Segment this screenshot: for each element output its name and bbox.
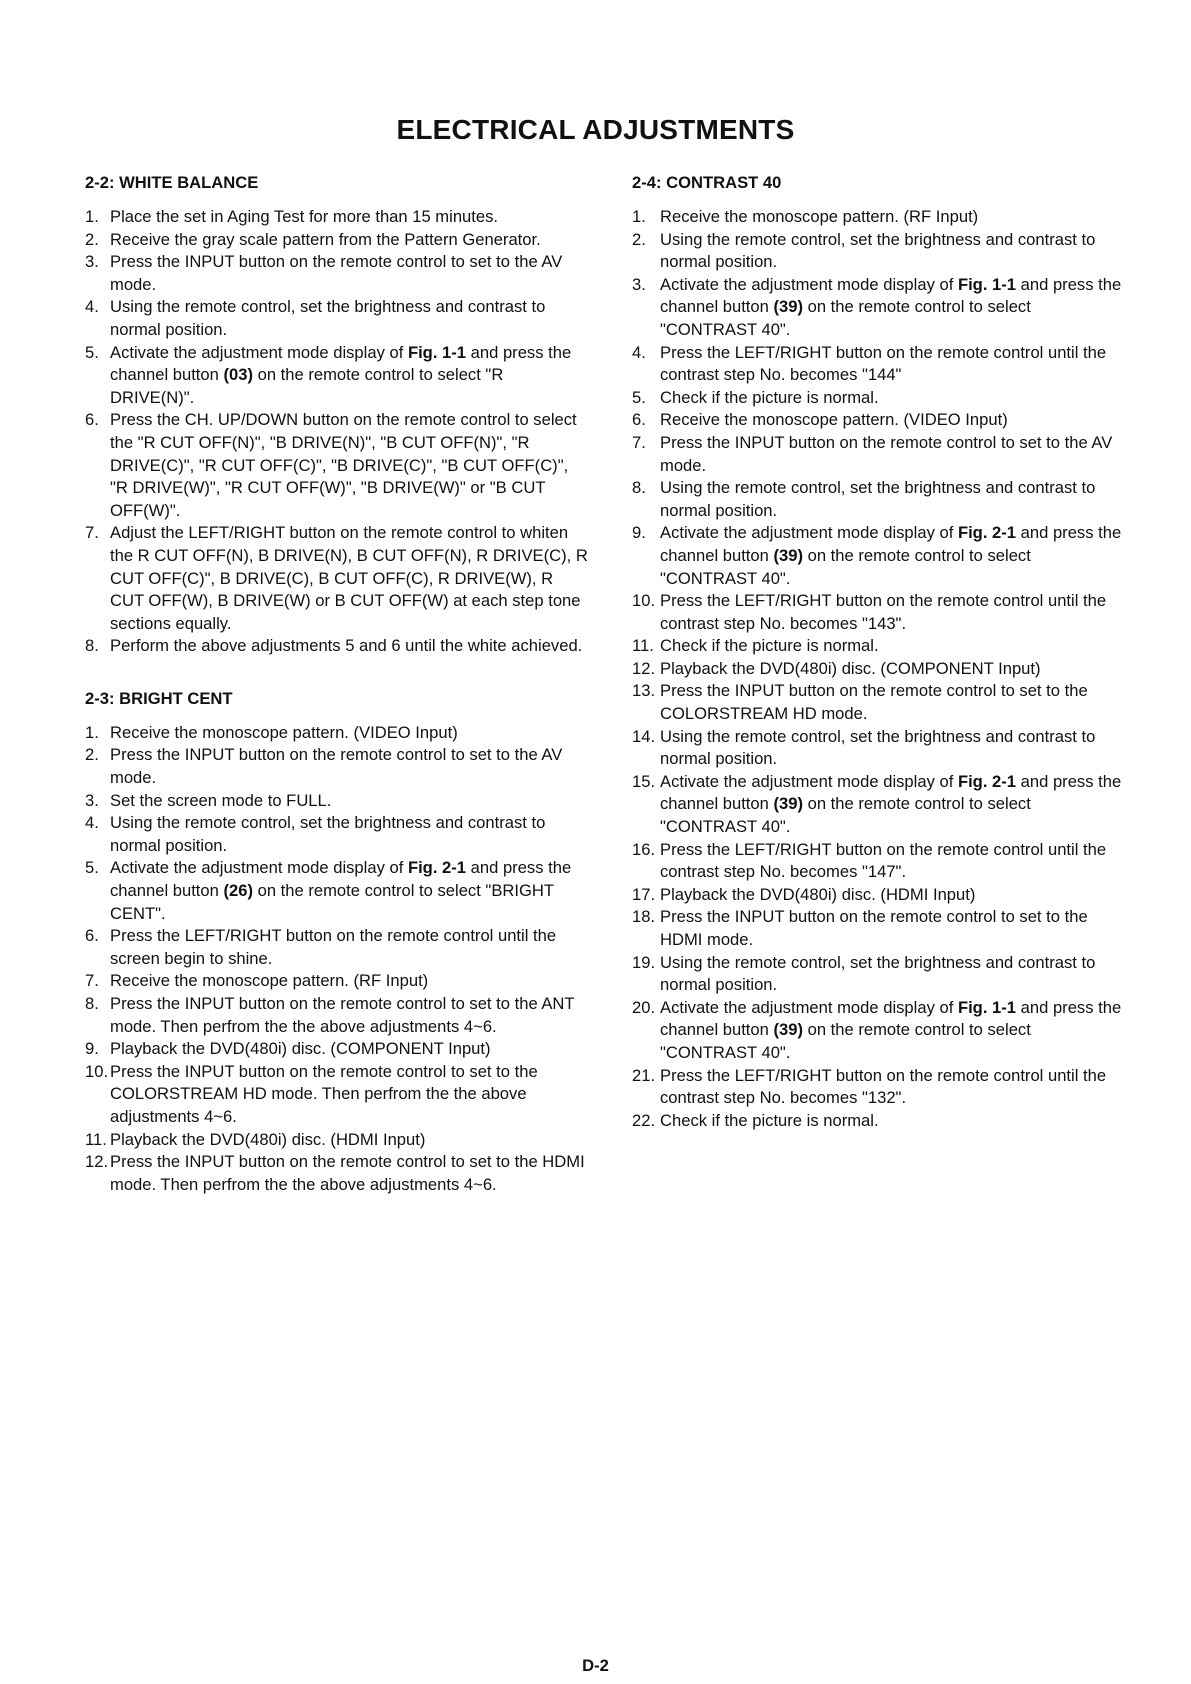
step-number: 4. bbox=[85, 297, 99, 317]
step-text-fragment: Press the LEFT/RIGHT button on the remote control until the contrast step No. becomes "144" bbox=[660, 342, 1107, 385]
figure-reference: Fig. 2-1 bbox=[957, 771, 1017, 791]
list-item bbox=[632, 477, 1132, 522]
step-text-fragment: and press the channel button bbox=[110, 342, 572, 385]
list-item bbox=[632, 839, 1132, 884]
step-text-fragment: Press the INPUT button on the remote control to set to the COLORSTREAM HD mode. Then perfrom the the above adjustments 4~6. bbox=[110, 1061, 538, 1126]
channel-button-code: (26) bbox=[223, 881, 253, 901]
step-text-fragment: Adjust the LEFT/RIGHT button on the remote control to whiten the R CUT OFF(N), B DRIVE(N), B CUT OFF(N), R DRIVE(C), R CUT OFF(C)", B DRIVE(C), B CUT OFF(C), R DRIVE(W), R CUT OFF(W), B DRIVE(W) or B CUT OFF(W) at each step tone sections equally. bbox=[110, 523, 588, 633]
step-text bbox=[660, 229, 1132, 274]
step-number: 5. bbox=[632, 387, 646, 407]
step-text-fragment: Activate the adjustment mode display of bbox=[660, 771, 958, 791]
left-column bbox=[85, 172, 590, 1196]
step-number: 3. bbox=[85, 252, 99, 272]
step-text bbox=[660, 839, 1132, 884]
section-heading-bright-cent: 2-3: BRIGHT CENT bbox=[85, 688, 233, 708]
list-item bbox=[632, 342, 1132, 387]
step-number: 8. bbox=[632, 478, 646, 498]
step-text bbox=[660, 1065, 1132, 1110]
list-item bbox=[85, 993, 590, 1038]
step-text-fragment: and press the channel button bbox=[660, 523, 1122, 565]
right-column bbox=[632, 172, 1132, 1132]
step-text-fragment: Activate the adjustment mode display of bbox=[660, 997, 958, 1017]
step-text bbox=[660, 680, 1132, 725]
list-item bbox=[632, 680, 1132, 725]
list-item bbox=[85, 722, 590, 745]
step-text bbox=[110, 229, 590, 252]
figure-reference: Fig. 1-1 bbox=[407, 342, 467, 362]
step-text bbox=[110, 1061, 590, 1129]
step-number: 1. bbox=[85, 207, 99, 226]
list-item bbox=[85, 206, 590, 229]
step-text-fragment: Activate the adjustment mode display of bbox=[110, 858, 408, 878]
step-number: 8. bbox=[85, 636, 99, 656]
step-text bbox=[110, 857, 590, 925]
list-item bbox=[85, 342, 590, 410]
step-text-fragment: Receive the monoscope pattern. (VIDEO Input) bbox=[660, 410, 1008, 430]
step-text bbox=[660, 906, 1132, 951]
list-item bbox=[85, 1151, 590, 1196]
step-number: 12. bbox=[85, 1152, 109, 1172]
step-text-fragment: on the remote control to select "R DRIVE(N)". bbox=[110, 365, 504, 407]
list-item bbox=[632, 1110, 1132, 1133]
step-text bbox=[110, 925, 590, 970]
step-text-fragment: Press the LEFT/RIGHT button on the remote control until the screen begin to shine. bbox=[110, 926, 557, 968]
step-text-fragment: Using the remote control, set the brightness and contrast to normal position. bbox=[660, 229, 1096, 272]
step-text bbox=[660, 522, 1132, 590]
step-text bbox=[660, 387, 1132, 410]
step-text bbox=[110, 206, 590, 229]
step-text-fragment: Press the INPUT button on the remote control to set to the AV mode. bbox=[110, 252, 563, 294]
step-text bbox=[110, 993, 590, 1038]
step-number: 7. bbox=[632, 432, 646, 452]
step-text-fragment: Press the INPUT button on the remote control to set to the HDMI mode. Then perfrom the the above adjustments 4~6. bbox=[110, 1152, 585, 1194]
step-text-fragment: Using the remote control, set the brightness and contrast to normal position. bbox=[110, 297, 546, 339]
page-number: D-2 bbox=[582, 1656, 609, 1675]
step-text-fragment: Playback the DVD(480i) disc. (HDMI Input) bbox=[660, 884, 976, 904]
step-number: 1. bbox=[85, 722, 99, 742]
step-text bbox=[110, 970, 590, 993]
step-number: 6. bbox=[632, 410, 646, 430]
step-text bbox=[660, 409, 1132, 432]
step-text bbox=[660, 477, 1132, 522]
step-text-fragment: Press the INPUT button on the remote control to set to the ANT mode. Then perfrom the the above adjustments 4~6. bbox=[110, 994, 575, 1036]
step-number: 11. bbox=[85, 1129, 107, 1149]
step-text-fragment: Press the LEFT/RIGHT button on the remote control until the contrast step No. becomes "132". bbox=[660, 1065, 1107, 1108]
step-number: 11. bbox=[632, 636, 654, 656]
step-text-fragment: Using the remote control, set the brightness and contrast to normal position. bbox=[110, 813, 546, 855]
list-item bbox=[85, 1129, 590, 1152]
channel-button-code: (39) bbox=[773, 545, 803, 565]
step-text-fragment: Activate the adjustment mode display of bbox=[110, 342, 408, 362]
step-number: 17. bbox=[632, 884, 656, 904]
step-text-fragment: Place the set in Aging Test for more than 15 minutes. bbox=[110, 207, 499, 226]
step-text-fragment: Receive the monoscope pattern. (RF Input) bbox=[660, 207, 979, 226]
step-number: 7. bbox=[85, 523, 99, 543]
list-item bbox=[632, 906, 1132, 951]
step-text-fragment: Set the screen mode to FULL. bbox=[110, 790, 332, 810]
list-item bbox=[85, 522, 590, 635]
step-text bbox=[660, 432, 1132, 477]
step-text bbox=[660, 206, 1132, 229]
list-item bbox=[632, 229, 1132, 274]
step-number: 5. bbox=[85, 342, 99, 362]
list-item bbox=[85, 296, 590, 341]
step-number: 4. bbox=[632, 342, 646, 362]
step-text bbox=[110, 790, 590, 813]
white-balance-steps bbox=[85, 206, 590, 658]
step-text-fragment: Press the LEFT/RIGHT button on the remote control until the contrast step No. becomes "143". bbox=[660, 591, 1107, 633]
step-text-fragment: Press the INPUT button on the remote control to set to the COLORSTREAM HD mode. bbox=[660, 681, 1088, 724]
list-item bbox=[632, 206, 1132, 229]
list-item bbox=[632, 771, 1132, 839]
list-item bbox=[632, 997, 1132, 1065]
step-text-fragment: Check if the picture is normal. bbox=[660, 1110, 879, 1130]
step-text-fragment: Using the remote control, set the brightness and contrast to normal position. bbox=[660, 478, 1096, 520]
step-text-fragment: Press the LEFT/RIGHT button on the remote control until the contrast step No. becomes "147". bbox=[660, 839, 1107, 882]
step-text-fragment: Playback the DVD(480i) disc. (COMPONENT Input) bbox=[110, 1039, 491, 1059]
step-text-fragment: on the remote control to select "BRIGHT CENT". bbox=[110, 881, 554, 923]
step-number: 13. bbox=[632, 681, 656, 701]
list-item bbox=[632, 726, 1132, 771]
step-text bbox=[660, 771, 1132, 839]
step-text bbox=[110, 722, 590, 745]
step-text bbox=[660, 952, 1132, 997]
channel-button-code: (39) bbox=[773, 297, 803, 317]
list-item bbox=[85, 925, 590, 970]
step-text-fragment: Receive the monoscope pattern. (RF Input) bbox=[110, 971, 429, 991]
page-title: ELECTRICAL ADJUSTMENTS bbox=[396, 114, 795, 145]
list-item bbox=[85, 229, 590, 252]
list-item bbox=[632, 409, 1132, 432]
step-text bbox=[110, 812, 590, 857]
figure-reference: Fig. 1-1 bbox=[957, 997, 1017, 1017]
step-text bbox=[660, 274, 1132, 342]
list-item bbox=[632, 387, 1132, 410]
step-number: 10. bbox=[85, 1061, 109, 1081]
figure-reference: Fig. 2-1 bbox=[407, 858, 467, 878]
step-number: 12. bbox=[632, 658, 656, 678]
step-text-fragment: Activate the adjustment mode display of bbox=[660, 523, 958, 543]
step-text-fragment: Perform the above adjustments 5 and 6 until the white achieved. bbox=[110, 636, 583, 656]
step-text-fragment: and press the channel button bbox=[660, 771, 1122, 814]
step-number: 8. bbox=[85, 994, 99, 1013]
figure-reference: Fig. 1-1 bbox=[957, 274, 1017, 294]
step-text-fragment: Playback the DVD(480i) disc. (COMPONENT Input) bbox=[660, 658, 1041, 678]
step-text-fragment: Receive the monoscope pattern. (VIDEO Input) bbox=[110, 722, 458, 742]
step-number: 3. bbox=[632, 274, 646, 294]
step-text-fragment: Receive the gray scale pattern from the Pattern Generator. bbox=[110, 229, 541, 249]
step-number: 10. bbox=[632, 591, 656, 611]
channel-button-code: (03) bbox=[223, 365, 253, 385]
step-text-fragment: Press the CH. UP/DOWN button on the remote control to select the "R CUT OFF(N)", "B DRIVE(N)", "B CUT OFF(N)", "R DRIVE(C)", "R CUT OFF(C)", "B DRIVE(C)", "B CUT OFF(C)", "R DRIVE(W)", "R CUT OFF(W)", "B DRIVE(W)" or "B CUT OFF(W)". bbox=[110, 410, 577, 520]
step-text-fragment: Using the remote control, set the brightness and contrast to normal position. bbox=[660, 952, 1096, 995]
list-item bbox=[632, 635, 1132, 658]
step-number: 7. bbox=[85, 971, 99, 991]
step-text-fragment: and press the channel button bbox=[110, 858, 572, 901]
list-item bbox=[632, 274, 1132, 342]
step-number: 5. bbox=[85, 858, 99, 878]
step-text bbox=[660, 658, 1132, 681]
step-number: 19. bbox=[632, 952, 656, 972]
list-item bbox=[632, 590, 1132, 635]
step-number: 6. bbox=[85, 410, 99, 430]
list-item bbox=[632, 952, 1132, 997]
list-item bbox=[632, 522, 1132, 590]
step-text bbox=[660, 635, 1132, 658]
step-text-fragment: Playback the DVD(480i) disc. (HDMI Input) bbox=[110, 1129, 426, 1149]
step-text bbox=[110, 1038, 590, 1061]
step-text bbox=[110, 744, 590, 789]
step-number: 18. bbox=[632, 907, 656, 927]
step-text-fragment: on the remote control to select "CONTRAST 40". bbox=[660, 794, 1031, 837]
list-item bbox=[85, 251, 590, 296]
list-item bbox=[85, 635, 590, 658]
step-text-fragment: Activate the adjustment mode display of bbox=[660, 274, 958, 294]
step-text-fragment: Press the INPUT button on the remote control to set to the AV mode. bbox=[660, 432, 1113, 475]
step-number: 22. bbox=[632, 1110, 656, 1130]
step-text-fragment: Check if the picture is normal. bbox=[660, 387, 879, 407]
step-number: 2. bbox=[85, 229, 99, 249]
step-number: 14. bbox=[632, 726, 656, 746]
list-item bbox=[85, 790, 590, 813]
step-text bbox=[110, 296, 590, 341]
section-heading-white-balance: 2-2: WHITE BALANCE bbox=[85, 173, 259, 192]
list-item bbox=[85, 1038, 590, 1061]
step-number: 9. bbox=[85, 1039, 99, 1059]
step-text-fragment: on the remote control to select "CONTRAST 40". bbox=[660, 545, 1031, 588]
list-item bbox=[632, 432, 1132, 477]
step-text-fragment: Press the INPUT button on the remote control to set to the AV mode. bbox=[110, 745, 563, 788]
list-item bbox=[632, 884, 1132, 907]
list-item bbox=[85, 857, 590, 925]
section-heading-contrast-40: 2-4: CONTRAST 40 bbox=[632, 173, 782, 192]
step-number: 2. bbox=[632, 229, 646, 249]
step-number: 6. bbox=[85, 926, 99, 946]
channel-button-code: (39) bbox=[773, 1020, 803, 1040]
list-item bbox=[85, 744, 590, 789]
step-number: 3. bbox=[85, 790, 99, 810]
list-item bbox=[632, 1065, 1132, 1110]
step-text bbox=[110, 1151, 590, 1196]
step-text-fragment: Press the INPUT button on the remote control to set to the HDMI mode. bbox=[660, 907, 1088, 949]
step-text-fragment: and press the channel button bbox=[660, 274, 1122, 317]
list-item bbox=[632, 658, 1132, 681]
step-number: 16. bbox=[632, 839, 656, 859]
step-text bbox=[110, 1129, 590, 1152]
step-text bbox=[660, 997, 1132, 1065]
step-text bbox=[660, 590, 1132, 635]
step-number: 21. bbox=[632, 1065, 656, 1085]
step-number: 9. bbox=[632, 523, 646, 543]
step-text bbox=[110, 635, 590, 658]
step-text bbox=[110, 409, 590, 522]
step-text-fragment: and press the channel button bbox=[660, 997, 1122, 1040]
step-text bbox=[110, 522, 590, 635]
step-text-fragment: Using the remote control, set the brightness and contrast to normal position. bbox=[660, 726, 1096, 769]
step-number: 20. bbox=[632, 997, 656, 1017]
list-item bbox=[85, 409, 590, 522]
step-text bbox=[110, 342, 590, 410]
step-text-fragment: Check if the picture is normal. bbox=[660, 636, 879, 656]
step-number: 2. bbox=[85, 745, 99, 765]
step-number: 4. bbox=[85, 813, 99, 833]
step-text bbox=[660, 884, 1132, 907]
bright-cent-steps bbox=[85, 722, 590, 1196]
channel-button-code: (39) bbox=[773, 794, 803, 814]
step-text bbox=[660, 342, 1132, 387]
step-text bbox=[110, 251, 590, 296]
step-number: 15. bbox=[632, 771, 656, 791]
step-number: 1. bbox=[632, 207, 646, 226]
list-item bbox=[85, 970, 590, 993]
step-text bbox=[660, 726, 1132, 771]
figure-reference: Fig. 2-1 bbox=[957, 523, 1017, 543]
list-item bbox=[85, 1061, 590, 1129]
step-text-fragment: on the remote control to select "CONTRAST 40". bbox=[660, 1020, 1031, 1062]
step-text bbox=[660, 1110, 1132, 1133]
contrast-40-steps bbox=[632, 206, 1132, 1132]
list-item bbox=[85, 812, 590, 857]
step-text-fragment: on the remote control to select "CONTRAST 40". bbox=[660, 297, 1031, 339]
